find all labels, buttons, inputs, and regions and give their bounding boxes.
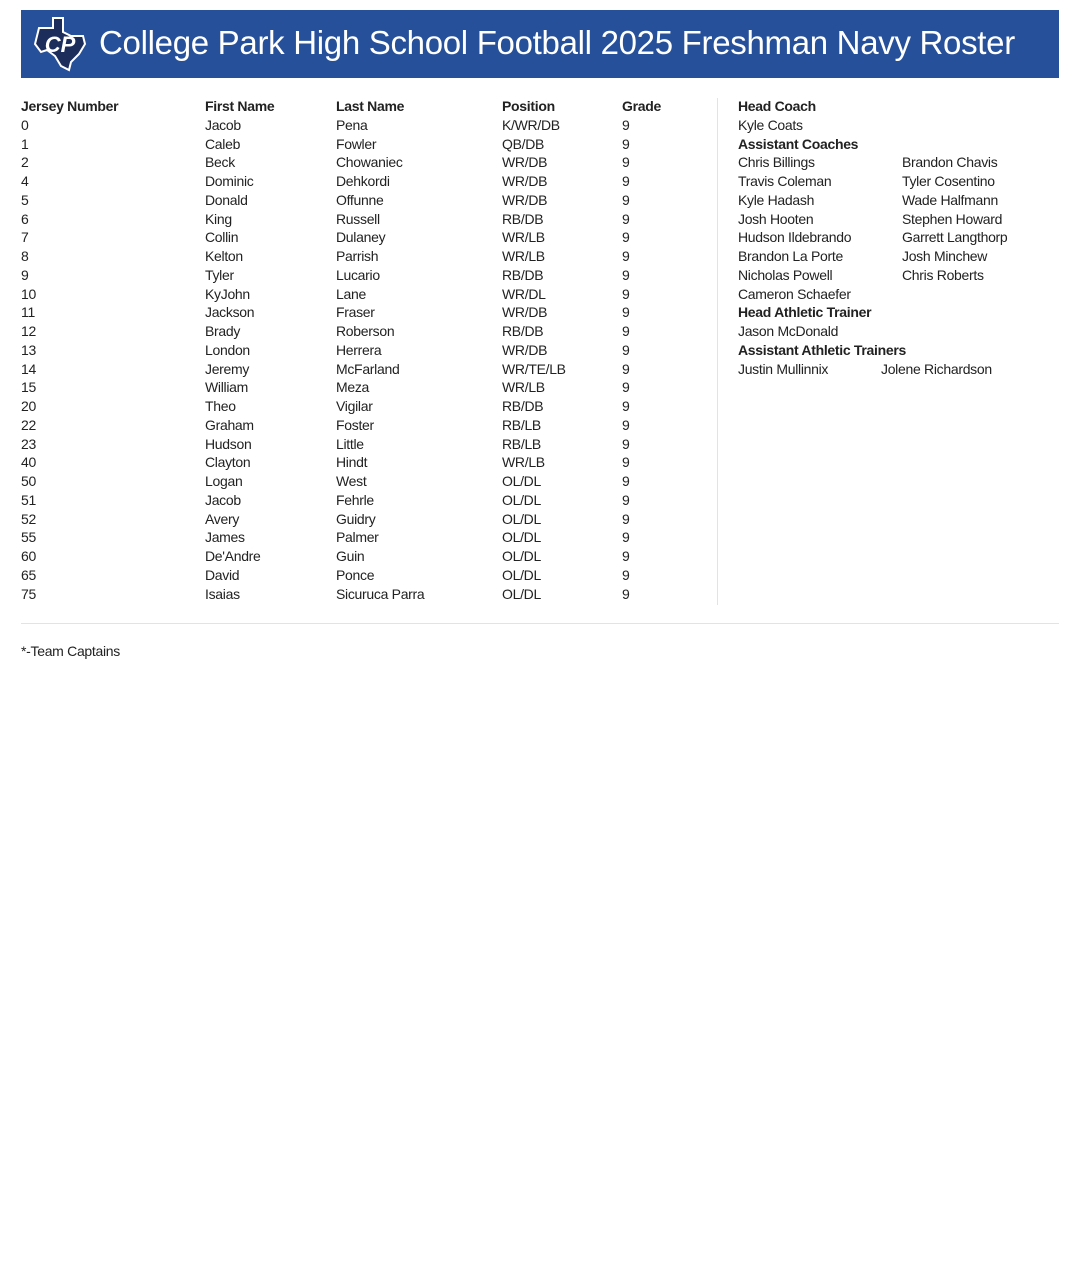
cell-grade: 9 bbox=[622, 585, 630, 602]
cell-first-name: Jacob bbox=[205, 491, 241, 508]
cell-jersey-number: 2 bbox=[21, 154, 29, 171]
cell-position: WR/TE/LB bbox=[502, 360, 566, 377]
table-row bbox=[21, 492, 701, 511]
cell-grade: 9 bbox=[622, 341, 630, 358]
table-row bbox=[21, 229, 701, 248]
cell-first-name: Jackson bbox=[205, 304, 255, 321]
cell-first-name: Tyler bbox=[205, 266, 234, 283]
assistant-trainers-label: Assistant Athletic Trainers bbox=[738, 341, 906, 358]
assistant-coach-name: Chris Billings bbox=[738, 154, 815, 171]
cell-jersey-number: 9 bbox=[21, 266, 29, 283]
column-header-last-name: Last Name bbox=[336, 98, 405, 114]
cell-jersey-number: 55 bbox=[21, 529, 36, 546]
roster-body bbox=[21, 117, 701, 605]
cell-last-name: Lucario bbox=[336, 266, 380, 283]
cell-last-name: Hindt bbox=[336, 454, 368, 471]
cell-grade: 9 bbox=[622, 379, 630, 396]
cell-jersey-number: 5 bbox=[21, 191, 29, 208]
cell-first-name: Jeremy bbox=[205, 360, 250, 377]
assistant-coach-row bbox=[738, 154, 1058, 173]
cell-first-name: Graham bbox=[205, 416, 254, 433]
assistant-coach-name: Tyler Cosentino bbox=[902, 173, 995, 189]
table-row bbox=[21, 398, 701, 417]
cell-grade: 9 bbox=[622, 491, 630, 508]
cell-position: WR/DB bbox=[502, 341, 548, 358]
head-coach-label: Head Coach bbox=[738, 98, 816, 114]
cell-position: RB/DB bbox=[502, 210, 544, 227]
assistant-coach-name: Cameron Schaefer bbox=[738, 285, 851, 302]
cell-first-name: James bbox=[205, 529, 245, 546]
cell-grade: 9 bbox=[622, 191, 630, 208]
table-row bbox=[21, 361, 701, 380]
assistant-coach-name: Garrett Langthorp bbox=[902, 229, 1008, 246]
cell-grade: 9 bbox=[622, 548, 630, 564]
cell-jersey-number: 12 bbox=[21, 323, 36, 339]
assistant-coaches-list bbox=[738, 154, 1058, 304]
cell-position: RB/DB bbox=[502, 266, 544, 283]
cell-last-name: Vigilar bbox=[336, 398, 373, 414]
cell-first-name: Hudson bbox=[205, 435, 252, 452]
cell-first-name: David bbox=[205, 566, 240, 583]
cell-grade: 9 bbox=[622, 454, 630, 471]
assistant-coach-name: Kyle Hadash bbox=[738, 191, 815, 208]
cell-jersey-number: 50 bbox=[21, 473, 36, 489]
cell-jersey-number: 11 bbox=[21, 304, 35, 321]
cell-position: OL/DL bbox=[502, 491, 541, 508]
cell-position: WR/DB bbox=[502, 304, 548, 321]
cell-last-name: Fraser bbox=[336, 304, 375, 321]
cell-grade: 9 bbox=[622, 154, 630, 171]
cell-first-name: Beck bbox=[205, 154, 235, 171]
table-row bbox=[21, 436, 701, 455]
column-header-grade: Grade bbox=[622, 98, 661, 114]
assistant-coach-row bbox=[738, 267, 1058, 286]
cell-jersey-number: 13 bbox=[21, 341, 36, 358]
cell-position: OL/DL bbox=[502, 585, 541, 602]
table-row bbox=[21, 567, 701, 586]
cell-first-name: Isaias bbox=[205, 585, 240, 602]
assistant-coach-name: Hudson Ildebrando bbox=[738, 229, 852, 246]
cell-jersey-number: 65 bbox=[21, 566, 36, 583]
cell-position: WR/LB bbox=[502, 454, 545, 471]
table-row bbox=[21, 248, 701, 267]
head-trainer-label: Head Athletic Trainer bbox=[738, 304, 872, 321]
roster-header-row bbox=[21, 98, 701, 117]
cell-grade: 9 bbox=[622, 398, 630, 414]
column-header-first-name: First Name bbox=[205, 98, 275, 114]
cell-position: OL/DL bbox=[502, 510, 541, 527]
cell-jersey-number: 7 bbox=[21, 229, 29, 246]
assistant-coach-row bbox=[738, 173, 1058, 192]
cell-grade: 9 bbox=[622, 210, 630, 227]
cell-last-name: Ponce bbox=[336, 566, 375, 583]
cell-last-name: Meza bbox=[336, 379, 370, 396]
cell-position: WR/DB bbox=[502, 154, 548, 171]
table-row bbox=[21, 454, 701, 473]
table-row bbox=[21, 136, 701, 155]
cell-position: RB/LB bbox=[502, 416, 541, 433]
cell-grade: 9 bbox=[622, 304, 630, 321]
cell-last-name: Herrera bbox=[336, 341, 382, 358]
cell-last-name: Dulaney bbox=[336, 229, 386, 246]
assistant-coach-row bbox=[738, 248, 1058, 267]
cell-grade: 9 bbox=[622, 435, 630, 452]
cell-position: OL/DL bbox=[502, 473, 541, 489]
column-header-position: Position bbox=[502, 98, 555, 114]
assistant-coach-name: Josh Minchew bbox=[902, 248, 988, 264]
cell-first-name: William bbox=[205, 379, 249, 396]
cell-jersey-number: 15 bbox=[21, 379, 36, 396]
cell-jersey-number: 22 bbox=[21, 416, 36, 433]
assistant-trainer-name: Jolene Richardson bbox=[881, 360, 992, 377]
table-row bbox=[21, 173, 701, 192]
horizontal-divider bbox=[21, 623, 1059, 624]
cell-jersey-number: 40 bbox=[21, 454, 36, 471]
assistant-trainer-name: Justin Mullinnix bbox=[738, 360, 829, 377]
assistant-coach-name: Brandon La Porte bbox=[738, 248, 843, 264]
cell-last-name: McFarland bbox=[336, 360, 400, 377]
cell-position: K/WR/DB bbox=[502, 116, 560, 133]
table-row bbox=[21, 379, 701, 398]
page-title: College Park High School Football 2025 Freshman Navy Roster bbox=[99, 24, 1015, 61]
assistant-coach-name: Josh Hooten bbox=[738, 210, 814, 227]
assistant-coach-row bbox=[738, 229, 1058, 248]
cell-jersey-number: 60 bbox=[21, 548, 36, 564]
cell-position: WR/LB bbox=[502, 229, 545, 246]
cell-grade: 9 bbox=[622, 248, 630, 264]
cell-last-name: Lane bbox=[336, 285, 366, 302]
cell-last-name: Parrish bbox=[336, 248, 379, 264]
cell-first-name: Donald bbox=[205, 191, 248, 208]
cell-jersey-number: 6 bbox=[21, 210, 29, 227]
cell-last-name: Foster bbox=[336, 416, 374, 433]
cell-grade: 9 bbox=[622, 285, 630, 302]
assistant-coach-name: Brandon Chavis bbox=[902, 154, 998, 171]
cell-position: WR/DB bbox=[502, 173, 548, 189]
cell-first-name: Logan bbox=[205, 473, 243, 489]
table-row bbox=[21, 529, 701, 548]
header-banner bbox=[21, 10, 1059, 78]
cell-first-name: Avery bbox=[205, 510, 240, 527]
cell-grade: 9 bbox=[622, 266, 630, 283]
cell-grade: 9 bbox=[622, 116, 630, 133]
cell-position: WR/DB bbox=[502, 191, 548, 208]
head-coach-name: Kyle Coats bbox=[738, 116, 803, 133]
cell-position: RB/DB bbox=[502, 398, 544, 414]
cell-last-name: Guidry bbox=[336, 510, 376, 527]
assistant-coach-row bbox=[738, 286, 1058, 305]
cell-last-name: Fehrle bbox=[336, 491, 374, 508]
cell-last-name: Chowaniec bbox=[336, 154, 403, 171]
cell-position: WR/LB bbox=[502, 248, 545, 264]
cell-jersey-number: 0 bbox=[21, 116, 29, 133]
cell-position: OL/DL bbox=[502, 529, 541, 546]
cell-jersey-number: 51 bbox=[21, 491, 36, 508]
cell-grade: 9 bbox=[622, 229, 630, 246]
roster-table bbox=[21, 98, 701, 604]
cell-position: OL/DL bbox=[502, 566, 541, 583]
cell-grade: 9 bbox=[622, 173, 630, 189]
cell-last-name: Dehkordi bbox=[336, 173, 390, 189]
assistant-trainers-row bbox=[738, 361, 1058, 380]
cell-first-name: Dominic bbox=[205, 173, 254, 189]
table-row bbox=[21, 417, 701, 436]
cell-first-name: Kelton bbox=[205, 248, 243, 264]
assistant-coaches-label: Assistant Coaches bbox=[738, 135, 859, 152]
table-row bbox=[21, 342, 701, 361]
table-row bbox=[21, 211, 701, 230]
cell-last-name: Sicuruca Parra bbox=[336, 585, 425, 602]
cell-last-name: Offunne bbox=[336, 191, 384, 208]
cell-grade: 9 bbox=[622, 473, 630, 489]
table-row bbox=[21, 323, 701, 342]
cell-position: OL/DL bbox=[502, 548, 541, 564]
cell-first-name: Collin bbox=[205, 229, 239, 246]
table-row bbox=[21, 511, 701, 530]
table-row bbox=[21, 286, 701, 305]
cell-jersey-number: 8 bbox=[21, 248, 29, 264]
cell-first-name: King bbox=[205, 210, 232, 227]
cell-last-name: Little bbox=[336, 435, 364, 452]
table-row bbox=[21, 586, 701, 605]
logo-text: CP bbox=[44, 32, 76, 57]
cell-position: WR/LB bbox=[502, 379, 545, 396]
vertical-divider bbox=[717, 98, 718, 605]
table-row bbox=[21, 548, 701, 567]
table-row bbox=[21, 154, 701, 173]
cell-jersey-number: 4 bbox=[21, 173, 29, 189]
cell-first-name: Caleb bbox=[205, 135, 241, 152]
cell-first-name: Theo bbox=[205, 398, 236, 414]
cell-grade: 9 bbox=[622, 566, 630, 583]
footnote-team-captains: *-Team Captains bbox=[21, 643, 120, 659]
cell-jersey-number: 10 bbox=[21, 285, 36, 302]
cell-grade: 9 bbox=[622, 323, 630, 339]
cell-last-name: Fowler bbox=[336, 135, 377, 152]
cell-first-name: Clayton bbox=[205, 454, 251, 471]
cell-first-name: De'Andre bbox=[205, 548, 261, 564]
head-trainer-name: Jason McDonald bbox=[738, 323, 839, 339]
staff-panel bbox=[738, 98, 1058, 379]
cell-first-name: KyJohn bbox=[205, 285, 250, 302]
cell-jersey-number: 75 bbox=[21, 585, 36, 602]
cell-position: WR/DL bbox=[502, 285, 546, 302]
column-header-jersey: Jersey Number bbox=[21, 98, 119, 114]
cell-grade: 9 bbox=[622, 510, 630, 527]
cell-last-name: Pena bbox=[336, 116, 368, 133]
cell-position: RB/LB bbox=[502, 435, 541, 452]
college-park-logo-icon bbox=[31, 14, 89, 72]
cell-jersey-number: 52 bbox=[21, 510, 36, 527]
cell-grade: 9 bbox=[622, 135, 630, 152]
cell-jersey-number: 20 bbox=[21, 398, 36, 414]
cell-first-name: Jacob bbox=[205, 116, 241, 133]
assistant-coach-row bbox=[738, 192, 1058, 211]
cell-first-name: Brady bbox=[205, 323, 241, 339]
cell-grade: 9 bbox=[622, 529, 630, 546]
table-row bbox=[21, 473, 701, 492]
cell-last-name: Palmer bbox=[336, 529, 379, 546]
cell-jersey-number: 23 bbox=[21, 435, 36, 452]
table-row bbox=[21, 192, 701, 211]
assistant-coach-name: Chris Roberts bbox=[902, 266, 984, 283]
cell-last-name: Russell bbox=[336, 210, 380, 227]
cell-grade: 9 bbox=[622, 360, 630, 377]
cell-jersey-number: 1 bbox=[21, 135, 29, 152]
cell-last-name: Roberson bbox=[336, 323, 395, 339]
cell-last-name: West bbox=[336, 473, 367, 489]
table-row bbox=[21, 304, 701, 323]
assistant-coach-row bbox=[738, 211, 1058, 230]
cell-position: QB/DB bbox=[502, 135, 545, 152]
cell-last-name: Guin bbox=[336, 548, 365, 564]
cell-position: RB/DB bbox=[502, 323, 544, 339]
assistant-coach-name: Travis Coleman bbox=[738, 173, 832, 189]
table-row bbox=[21, 117, 701, 136]
cell-grade: 9 bbox=[622, 416, 630, 433]
cell-first-name: London bbox=[205, 341, 250, 358]
assistant-coach-name: Wade Halfmann bbox=[902, 191, 998, 208]
assistant-coach-name: Nicholas Powell bbox=[738, 266, 833, 283]
table-row bbox=[21, 267, 701, 286]
cell-jersey-number: 14 bbox=[21, 360, 36, 377]
assistant-coach-name: Stephen Howard bbox=[902, 210, 1003, 227]
